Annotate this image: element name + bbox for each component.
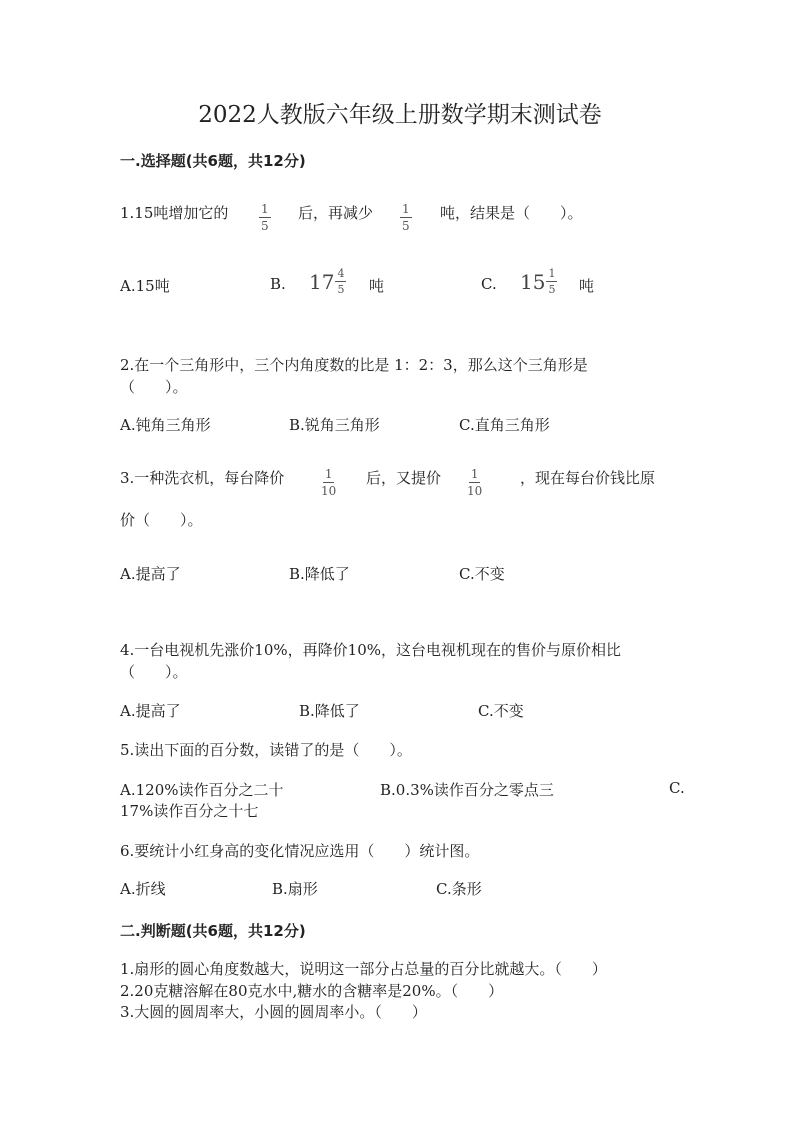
fraction-denominator: 10 <box>467 484 483 498</box>
fraction-denominator: 5 <box>337 283 345 296</box>
q1-text-part2: 后，再减少 <box>298 204 374 222</box>
q5-option-c-text: 17%读作百分之十七 <box>120 802 259 820</box>
judgement-item-3: 3.大圆的圆周率大，小圆的圆周率小。（ ） <box>120 1003 427 1021</box>
fraction-numerator: 1 <box>261 202 269 216</box>
judgement-item-1: 1.扇形的圆心角度数越大，说明这一部分占总量的百分比就越大。（ ） <box>120 960 607 978</box>
q1-fraction-2 <box>400 198 412 232</box>
q6-text-line1: 6.要统计小红身高的变化情况应选用（ ）统计图。 <box>120 842 480 860</box>
q3-fraction-2 <box>467 463 482 497</box>
q1-option-b-unit: 吨 <box>369 277 385 295</box>
q6-option-a: A.折线 <box>120 880 166 898</box>
fraction-denominator: 10 <box>321 484 337 498</box>
q1-option-a: A.15吨 <box>120 277 170 295</box>
fraction-denominator: 5 <box>261 219 269 233</box>
q2-text-line1: 2.在一个三角形中，三个内角度数的比是 1：2：3，那么这个三角形是 <box>120 356 588 374</box>
q5-option-b: B.0.3%读作百分之零点三 <box>380 781 554 799</box>
q3-option-a: A.提高了 <box>120 565 181 583</box>
q1-text-part3: 吨，结果是（ ）。 <box>440 204 583 222</box>
fraction-numerator: 1 <box>402 202 410 216</box>
fraction-numerator: 1 <box>548 267 556 280</box>
mixed-whole: 17 <box>309 269 335 294</box>
q6-option-c: C.条形 <box>436 880 482 898</box>
q4-text-line1: 4.一台电视机先涨价10%，再降价10%，这台电视机现在的售价与原价相比 <box>120 641 621 659</box>
q3-option-b: B.降低了 <box>289 565 350 583</box>
q5-text-line1: 5.读出下面的百分数，读错了的是（ ）。 <box>120 741 412 759</box>
q3-option-c: C.不变 <box>459 565 505 583</box>
q4-option-a: A.提高了 <box>120 702 181 720</box>
judgement-item-2: 2.20克糖溶解在80克水中,糖水的含糖率是20%。（ ） <box>120 982 504 1000</box>
q4-text-line2: （ ）。 <box>120 663 188 681</box>
q2-option-a: A.钝角三角形 <box>120 416 211 434</box>
mixed-whole: 15 <box>520 269 546 294</box>
q1-option-c-label: C. <box>481 275 497 293</box>
q1-option-c-unit: 吨 <box>579 277 595 295</box>
q1-option-c-mixed-number <box>520 268 557 295</box>
q1-fraction-1 <box>259 198 271 232</box>
q3-fraction-1 <box>321 463 336 497</box>
q5-option-c-label: C. <box>669 779 685 797</box>
q2-option-c: C.直角三角形 <box>459 416 550 434</box>
section-heading-judgement: 二.判断题(共6题，共12分) <box>120 922 306 940</box>
q3-text-line2: 价（ ）。 <box>120 511 203 529</box>
q5-option-a: A.120%读作百分之二十 <box>120 781 284 799</box>
q1-option-b-mixed-number <box>309 268 346 295</box>
fraction-denominator: 5 <box>548 283 556 296</box>
q3-text-part1: 3.一种洗衣机，每台降价 <box>120 469 285 487</box>
fraction-numerator: 4 <box>337 267 345 280</box>
q4-option-c: C.不变 <box>478 702 524 720</box>
page-title: 2022人教版六年级上册数学期末测试卷 <box>198 102 602 128</box>
q3-text-part3: ，现在每台价钱比原 <box>520 469 656 487</box>
q6-option-b: B.扇形 <box>272 880 318 898</box>
fraction-denominator: 5 <box>402 219 410 233</box>
q2-option-b: B.锐角三角形 <box>289 416 380 434</box>
q2-text-line2: （ ）。 <box>120 378 188 396</box>
q3-text-part2: 后，又提价 <box>366 469 442 487</box>
q1-text-part1: 1.15吨增加它的 <box>120 204 229 222</box>
q1-option-b-label: B. <box>270 275 286 293</box>
q4-option-b: B.降低了 <box>299 702 360 720</box>
fraction-numerator: 1 <box>470 467 479 481</box>
fraction-numerator: 1 <box>324 467 333 481</box>
section-heading-choice: 一.选择题(共6题，共12分) <box>120 152 306 170</box>
